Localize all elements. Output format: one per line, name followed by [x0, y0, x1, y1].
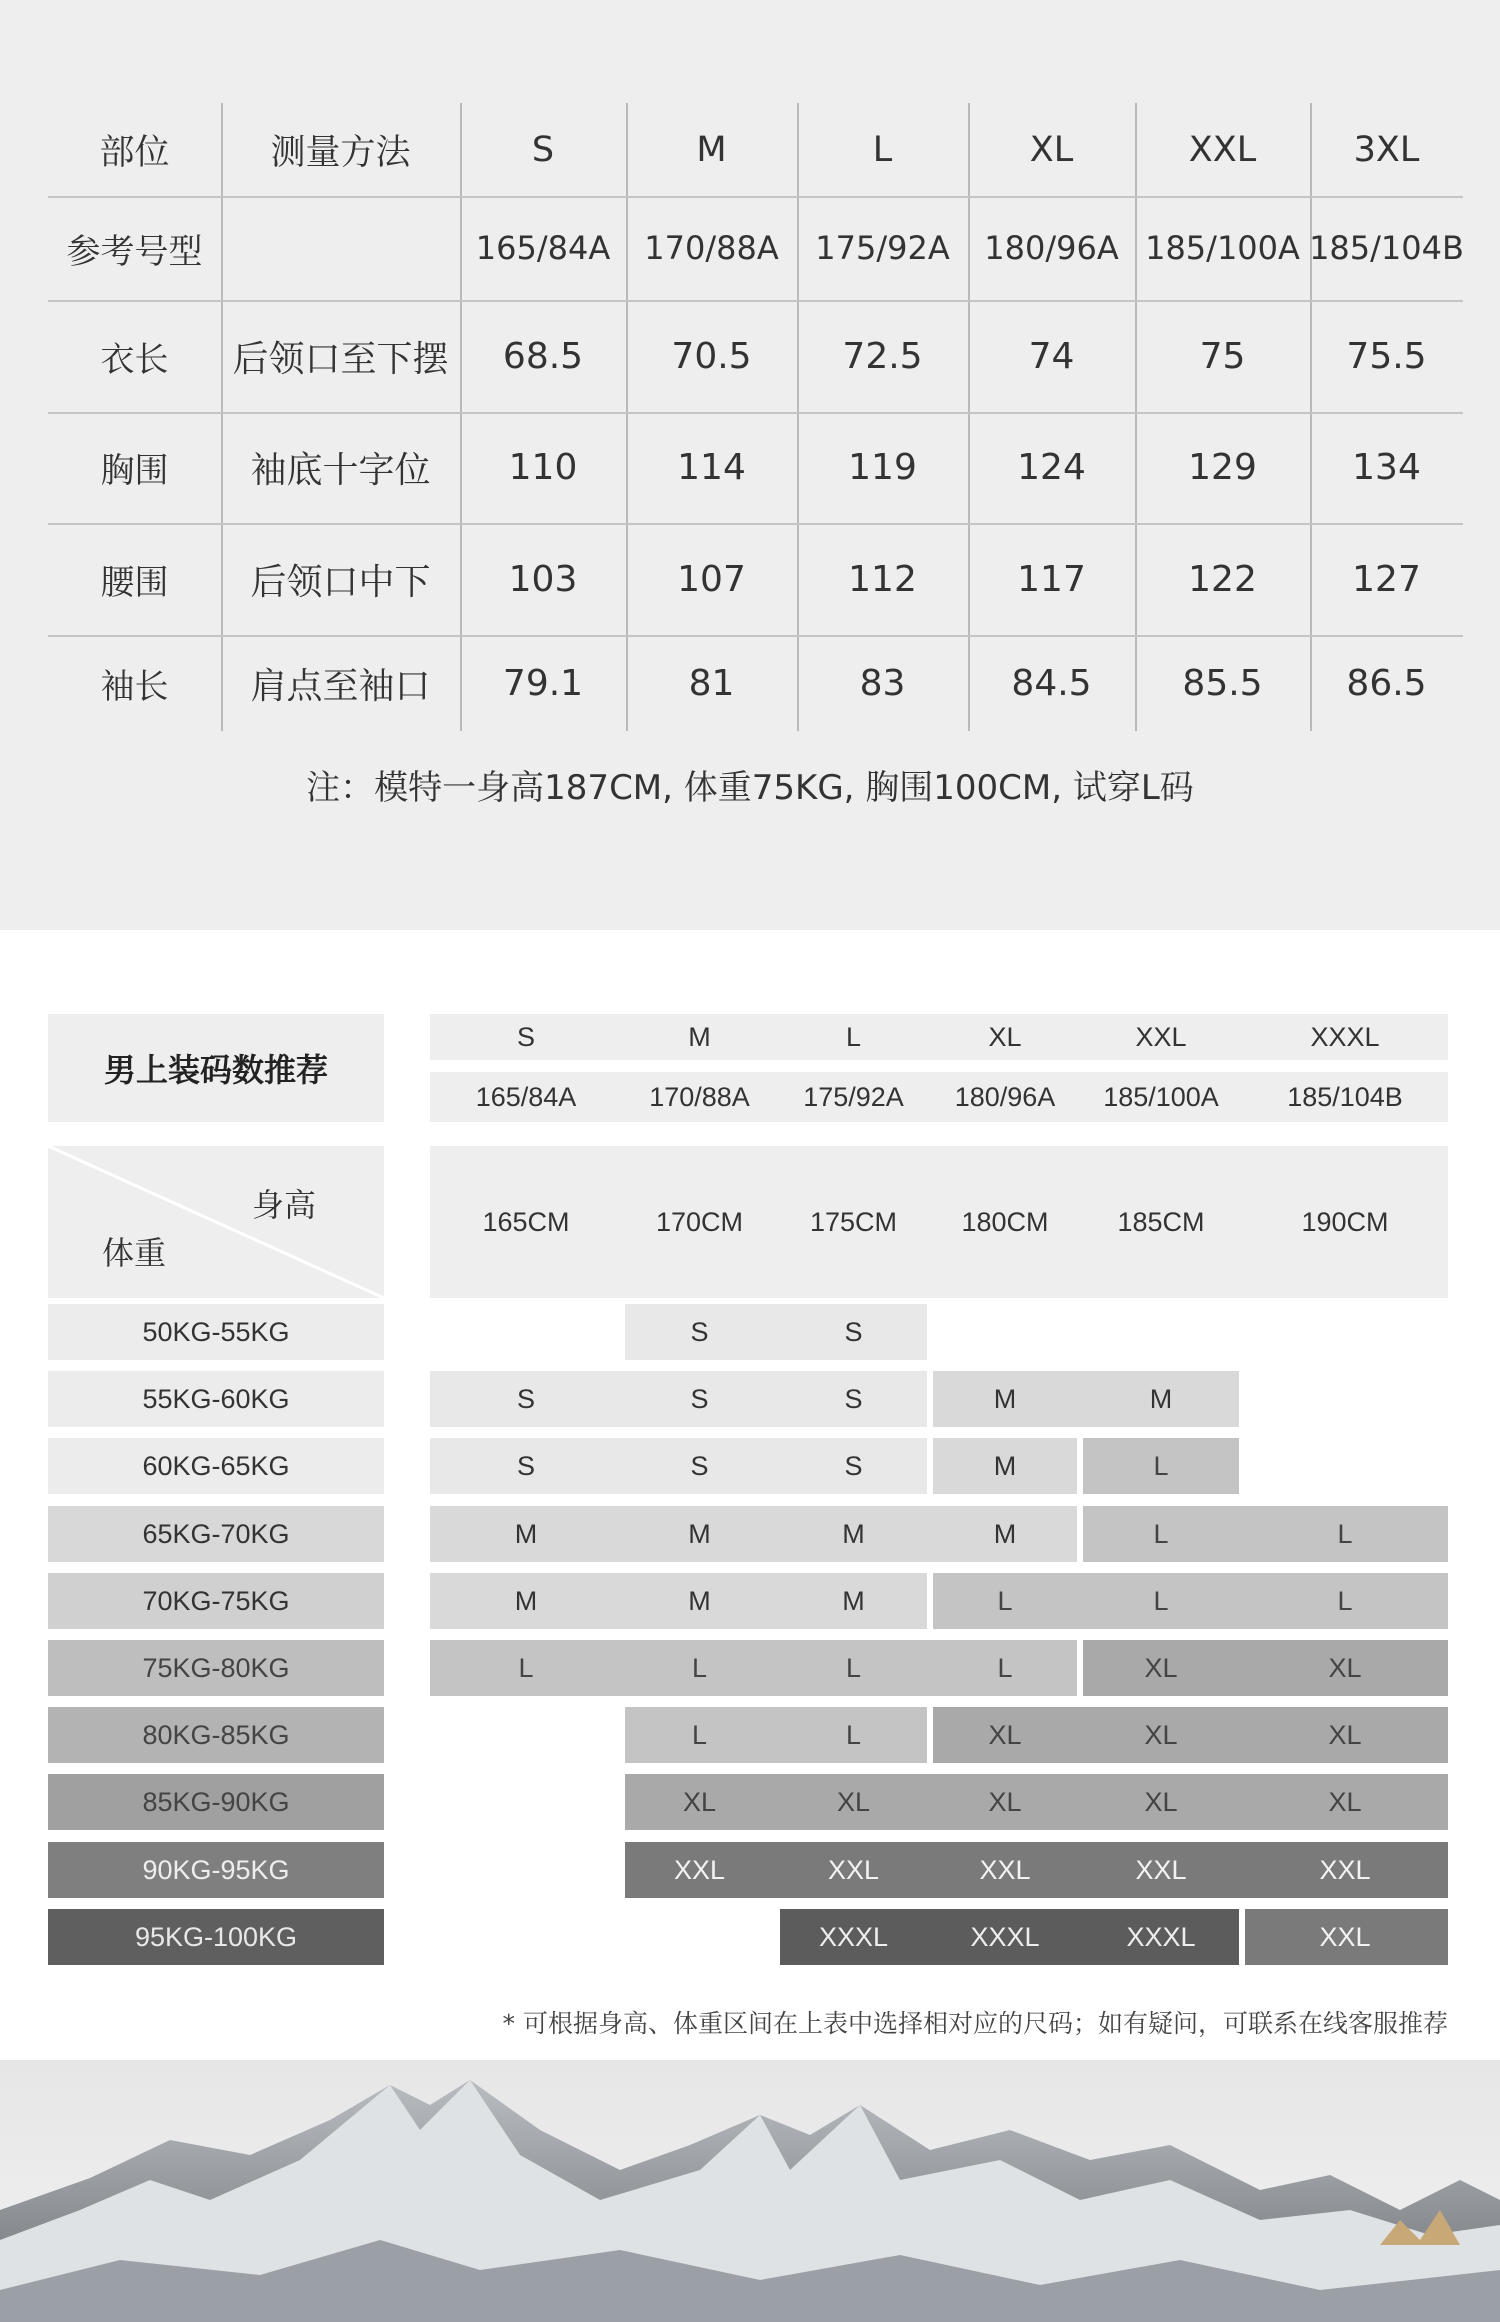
weight-row-label: 55KG-60KG	[48, 1371, 384, 1427]
recommended-size-cell: L	[1153, 1450, 1169, 1481]
column-header: S	[531, 129, 555, 170]
measure-method: 后领口至下摆	[232, 338, 449, 380]
recommended-size-cell: XL	[682, 1786, 717, 1817]
ref-size: 185/104B	[1287, 1081, 1403, 1112]
recommended-size-cell: XXXL	[970, 1921, 1040, 1952]
recommended-size-cell: M	[993, 1518, 1017, 1549]
recommended-size-cell: M	[688, 1585, 711, 1616]
recommended-size-cell: XXL	[673, 1854, 726, 1885]
weight-row-label: 50KG-55KG	[48, 1304, 384, 1360]
recommended-size-cell: XL	[1328, 1786, 1362, 1817]
diagonal-divider	[48, 1146, 384, 1298]
recommended-size-cell: L	[845, 1652, 862, 1683]
recommended-size-cell: M	[993, 1383, 1017, 1414]
height-column-header: 185CM	[1117, 1206, 1205, 1237]
recommended-size-cell: M	[688, 1518, 711, 1549]
row-label: 衣长	[100, 339, 169, 380]
weight-row-label: 60KG-65KG	[48, 1438, 384, 1494]
measurement-cell: 107	[677, 558, 746, 600]
ref-size: 175/92A	[803, 1081, 904, 1112]
recommended-size-cell: XL	[1328, 1719, 1362, 1750]
recommended-size-cell: L	[1337, 1518, 1353, 1549]
measurement-cell: 129	[1188, 447, 1257, 488]
measurement-cell: 103	[508, 558, 578, 600]
size-header: S	[516, 1021, 535, 1052]
recommended-size-cell: S	[690, 1316, 709, 1347]
measurement-cell: 79.1	[502, 662, 584, 704]
recommended-size-cell: XL	[988, 1719, 1022, 1750]
column-header: M	[696, 129, 727, 170]
measurement-cell: 70.5	[671, 335, 752, 377]
measure-method: 后领口中下	[250, 561, 431, 603]
recommended-size-cell: XL	[1328, 1652, 1362, 1683]
measurement-cell: 124	[1017, 447, 1086, 488]
recommended-size-cell: XL	[1144, 1652, 1178, 1683]
recommended-size-cell: L	[518, 1652, 534, 1683]
snow-mountain-image	[0, 2060, 1500, 2322]
reference-size-cell: 180/96A	[984, 229, 1119, 267]
recommended-size-cell: S	[516, 1450, 535, 1481]
recommended-size-cell: S	[690, 1450, 709, 1481]
measurement-cell: 83	[859, 662, 906, 704]
column-header: 3XL	[1353, 129, 1420, 170]
recommended-size-cell: XL	[1144, 1719, 1178, 1750]
recommended-size-cell: L	[691, 1719, 708, 1750]
recommended-size-cell: XXL	[1319, 1854, 1371, 1885]
row-label: 胸围	[100, 451, 169, 491]
size-recommend-title: 男上装码数推荐	[48, 1014, 384, 1122]
measurement-cell: 86.5	[1346, 662, 1427, 704]
measurement-cell: 74	[1028, 335, 1075, 377]
weight-row-label: 70KG-75KG	[48, 1573, 384, 1629]
recommended-size-cell: XXXL	[1126, 1921, 1196, 1952]
recommended-size-cell: L	[1153, 1518, 1169, 1549]
measurement-cell: 75	[1199, 335, 1246, 377]
height-column-header: 175CM	[809, 1206, 898, 1237]
column-header: XXL	[1188, 129, 1257, 170]
reference-size-cell: 185/104B	[1309, 229, 1464, 267]
reference-size-cell: 170/88A	[644, 229, 779, 267]
ref-size: 165/84A	[475, 1081, 577, 1112]
recommended-size-cell: L	[1153, 1585, 1169, 1616]
height-column-header: 190CM	[1301, 1206, 1389, 1237]
recommended-size-cell: M	[842, 1518, 865, 1549]
size-header: XL	[988, 1021, 1022, 1052]
measurement-cell: 84.5	[1011, 662, 1092, 704]
measurement-cell: 72.5	[842, 335, 923, 377]
row-label: 袖长	[100, 666, 169, 707]
recommended-size-cell: XXL	[979, 1854, 1031, 1885]
measurement-cell: 68.5	[502, 335, 584, 377]
row-label: 参考号型	[66, 231, 203, 272]
measurement-cell: 127	[1352, 558, 1421, 600]
measure-method	[221, 196, 460, 300]
recommended-size-cell: L	[997, 1652, 1013, 1683]
size-header: L	[845, 1021, 862, 1052]
height-axis-label: 身高	[252, 1186, 317, 1224]
recommended-size-cell: S	[844, 1316, 863, 1347]
recommended-size-cell: S	[690, 1383, 709, 1414]
weight-axis-label: 体重	[102, 1234, 167, 1272]
recommended-size-cell: S	[844, 1450, 863, 1481]
ref-size: 185/100A	[1103, 1081, 1219, 1112]
measurement-cell: 112	[848, 558, 917, 600]
reference-size-cell: 175/92A	[815, 229, 950, 267]
weight-row-label: 65KG-70KG	[48, 1506, 384, 1562]
recommended-size-cell: M	[1149, 1383, 1173, 1414]
measurement-cell: 75.5	[1346, 335, 1427, 377]
column-header: 测量方法	[270, 132, 411, 173]
column-header: 部位	[99, 132, 170, 173]
recommended-size-cell: XXL	[1135, 1854, 1187, 1885]
measurement-cell: 134	[1352, 447, 1421, 488]
size-header: XXL	[1135, 1021, 1187, 1052]
ref-size: 170/88A	[649, 1081, 750, 1112]
recommended-size-cell: XXL	[827, 1854, 880, 1885]
measurement-cell: 85.5	[1182, 662, 1263, 704]
recommended-size-cell: M	[514, 1585, 538, 1616]
recommended-size-cell: XL	[1144, 1786, 1178, 1817]
reference-size-cell: 185/100A	[1145, 229, 1300, 267]
weight-row-label: 95KG-100KG	[48, 1909, 384, 1965]
weight-row-label: 80KG-85KG	[48, 1707, 384, 1763]
footnote: * 可根据身高、体重区间在上表中选择相对应的尺码；如有疑问，可联系在线客服推荐	[502, 2009, 1448, 2038]
measurement-cell: 122	[1188, 558, 1257, 600]
recommended-size-cell: M	[842, 1585, 865, 1616]
size-header: M	[688, 1021, 711, 1052]
recommended-size-cell: M	[514, 1518, 538, 1549]
measurement-cell: 81	[688, 662, 735, 704]
height-column-header: 165CM	[482, 1206, 570, 1237]
reference-size-cell: 165/84A	[475, 229, 611, 267]
row-label: 腰围	[100, 562, 169, 603]
column-header: L	[872, 129, 893, 170]
measurement-cell: 119	[848, 447, 917, 488]
measure-method: 肩点至袖口	[250, 665, 431, 707]
recommended-size-cell: S	[516, 1383, 535, 1414]
height-column-header: 180CM	[961, 1206, 1049, 1237]
column-header: XL	[1029, 129, 1074, 170]
recommended-size-cell: XL	[988, 1786, 1022, 1817]
measure-method: 袖底十字位	[250, 450, 431, 491]
measurement-cell: 117	[1017, 558, 1086, 600]
model-note: 注：模特一身高187CM, 体重75KG, 胸围100CM, 试穿L码	[306, 768, 1194, 808]
recommended-size-cell: L	[691, 1652, 708, 1683]
height-column-header: 170CM	[655, 1206, 744, 1237]
size-header: XXXL	[1310, 1021, 1380, 1052]
recommended-size-cell: XXL	[1319, 1921, 1371, 1952]
recommended-size-cell: XXXL	[818, 1921, 889, 1952]
measurement-cell: 110	[508, 447, 578, 488]
recommended-size-cell: L	[1337, 1585, 1353, 1616]
height-weight-corner-cell	[48, 1146, 384, 1298]
recommended-size-cell: XL	[836, 1786, 871, 1817]
measurement-cell: 114	[677, 447, 746, 488]
recommended-size-cell: L	[845, 1719, 862, 1750]
weight-row-label: 85KG-90KG	[48, 1774, 384, 1830]
recommended-size-cell: M	[993, 1450, 1017, 1481]
recommended-size-cell: L	[997, 1585, 1013, 1616]
weight-row-label: 75KG-80KG	[48, 1640, 384, 1696]
ref-size: 180/96A	[954, 1081, 1056, 1112]
recommended-size-cell: S	[844, 1383, 863, 1414]
weight-row-label: 90KG-95KG	[48, 1842, 384, 1898]
